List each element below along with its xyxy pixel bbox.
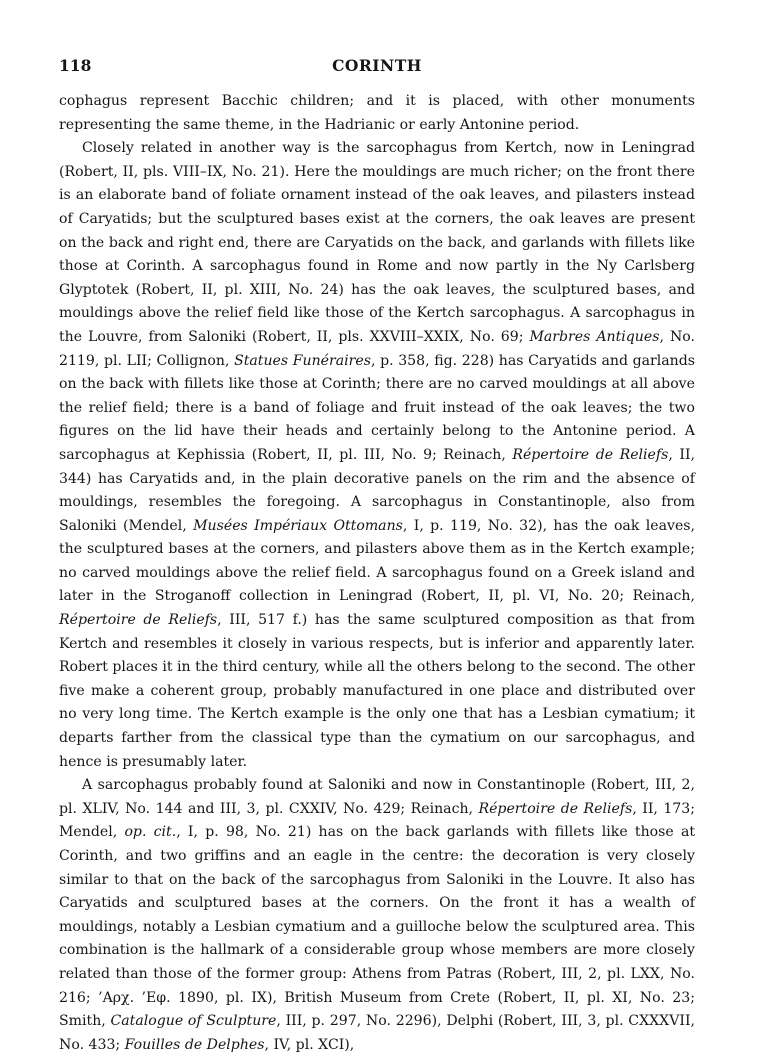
text-run: , II, 344) has Caryatids and, in the plain decorative panels on the rim and the absence of mouldings, resembles the foregoing. A sarcophagus in Constantinople, also from Saloniki (Mendel,: [59, 446, 695, 534]
text-run: , II, 173; Mendel,: [59, 800, 695, 841]
text-run: A sarcophagus probably found at Saloniki and now in Constantinople (Robert, III, 2, pl. XLIV, No. 144 and III, 3, pl. CXXIV, No. 429; Reinach,: [59, 777, 695, 817]
text-run: , I, p. 119, No. 32), has the oak leaves, the sculptured bases at the corners, and pilasters above them as in the Kertch example; no carved mouldings above the relief field. A sarcophagus found on a Greek island and later in the Stroganoff collection in Leningrad (Robert, II, pl. VI, No. 20; Reinach,: [59, 517, 696, 605]
italic-citation: Fouilles de Delphes: [124, 1036, 265, 1053]
text-run: , IV, pl. XCI),: [264, 1036, 355, 1053]
italic-citation: Marbres Antiques: [529, 328, 660, 345]
italic-citation: Statues Funéraires: [234, 352, 371, 369]
running-head: [59, 56, 695, 80]
text-run: , III, p. 297, No. 2296), Delphi (Robert, III, 3, pl. CXXXVII, No. 433;: [59, 1013, 695, 1053]
body-text: [59, 90, 695, 1057]
text-run: Closely related in another way is the sarcophagus from Kertch, now in Leningrad (Robert, II, pls. VIII–IX, No. 21). Here the mouldings are much richer; on the front there is an elaborate band of foliate ornament instead of the oak leaves, and pilasters instead of Caryatids; but the sculptured bases exist at the corners, the oak leaves are present on the back and right end, there are Caryatids on the back, and garlands with fillets like those at Corinth. A sarcophagus found in Rome and now partly in the Ny Carlsberg Glyptotek (Robert, II, pl. XIII, No. 24) has the oak leaves, the sculptured bases, and mouldings above the relief field like those of the Kertch sarcophagus. A sarcophagus in the Louvre, from Saloniki (Robert, II, pls. XXVIII–XXIX, No. 69;: [59, 140, 695, 345]
paragraph: [59, 774, 695, 1057]
running-title: CORINTH: [332, 56, 422, 75]
italic-citation: Catalogue of Sculpture: [110, 1013, 277, 1030]
italic-citation: Musées Impériaux Ottomans: [193, 517, 403, 534]
italic-citation: op. cit.: [124, 824, 177, 841]
paragraph: [59, 90, 695, 137]
book-page: [59, 56, 695, 1057]
text-run: , I, p. 98, No. 21) has on the back garlands with fillets like those at Corinth, and two griffins and an eagle in the centre: the decoration is very closely similar to that on the back of the sarcophagus from Saloniki in the Louvre. It also has Caryatids and sculptured bases at the corners. On the front it has a wealth of mouldings, notably a Lesbian cymatium and a guilloche below the sculptured area. This combination is the hallmark of a considerable group whose members are more closely related than those of the former group: Athens from Patras (Robert, III, 2, pl. LXX, No. 216; ’Αρχ. ’Εφ. 1890, pl. IX), British Museum from Crete (Robert, II, pl. XI, No. 23; Smith,: [59, 824, 696, 1030]
page-number: 118: [59, 56, 92, 75]
paragraph: [59, 137, 695, 774]
italic-citation: Répertoire de Reliefs: [478, 800, 633, 817]
italic-citation: Répertoire de Reliefs: [512, 446, 669, 463]
italic-citation: Répertoire de Reliefs: [59, 612, 218, 629]
text-run: , No. 2119, pl. LII; Collignon,: [59, 328, 695, 369]
text-run: , III, 517 f.) has the same sculptured composition as that from Kertch and resembles it closely in various respects, but is inferior and apparently later. Robert places it in the third century, while all the others belong to the second. The other five make a coherent group, probably manufactured in one place and distributed over no very long time. The Kertch example is the only one that has a Lesbian cymatium; it departs farther from the classical type than the cymatium on our sarcophagus, and hence is presumably later.: [59, 612, 695, 770]
text-run: , p. 358, fig. 228) has Caryatids and garlands on the back with fillets like those at Corinth; there are no carved mouldings at all above the relief field; there is a band of foliage and fruit instead of the oak leaves; the two figures on the lid have their heads and certainly belong to the Antonine period. A sarcophagus at Kephissia (Robert, II, pl. III, No. 9; Reinach,: [59, 352, 696, 463]
text-run: cophagus represent Bacchic children; and it is placed, with other monuments representing the same theme, in the Hadrianic or early Antonine period.: [59, 93, 695, 133]
